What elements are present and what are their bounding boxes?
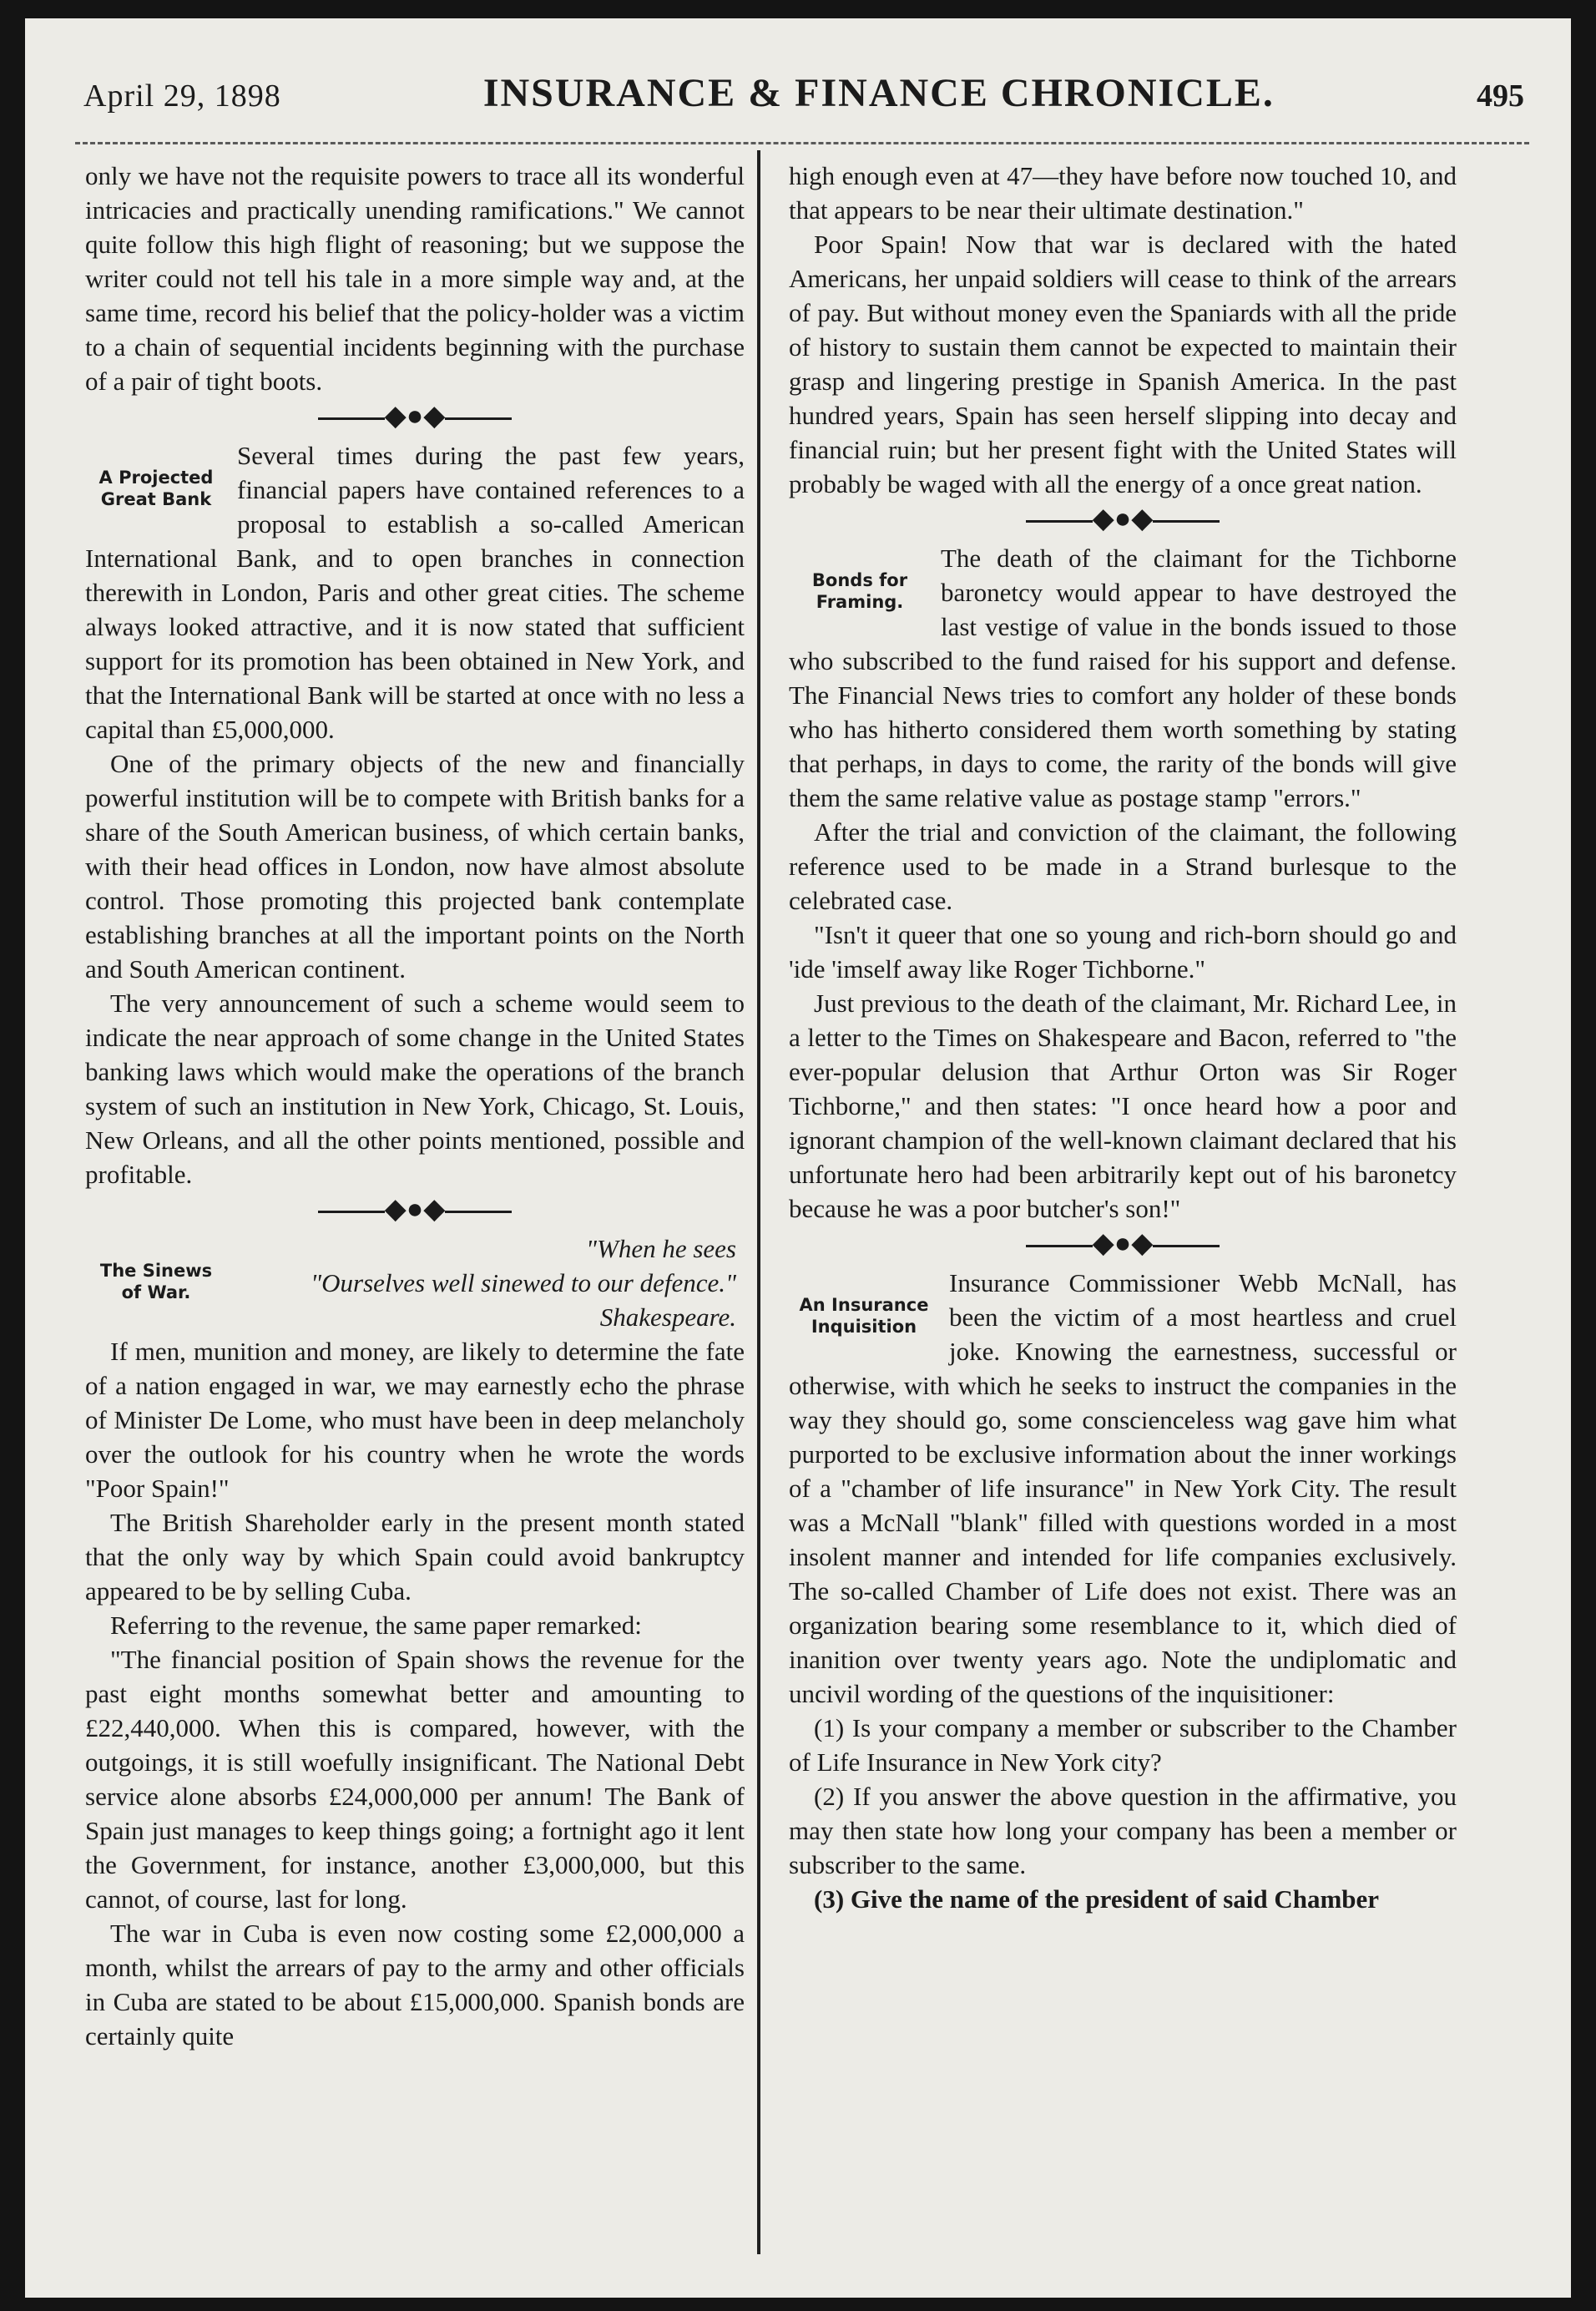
section-ornament: ◆●◆ (85, 1193, 745, 1226)
section-ornament: ◆●◆ (789, 503, 1457, 536)
question-item: (2) If you answer the above question in the affirmative, you may then state how long your company has been a member or subscriber to the same. (789, 1782, 1457, 1879)
article-paragraph: Just previous to the death of the claimant, Mr. Richard Lee, in a letter to the Times on Shakespeare and Bacon, referred to "the ever-popular delusion that Arthur Orton was Sir Roger Tichborne," and then states: "I once heard how a poor and ignorant champion of the well-known claimant declared that his unfortunate hero had been arbitrarily kept out of his baronetcy because he was a poor butcher's son!" (789, 989, 1457, 1223)
continued-paragraph: only we have not the requisite powers to trace all its wonderful intricacies and practically unending ramifications." We cannot quite follow this high flight of reasoning; but we suppose the writer could not tell his tale in a more simple way and, at the same time, record his belief that the policy-holder was a victim to a chain of sequential incidents beginning with the purchase of a pair of tight boots. (85, 161, 745, 396)
section-head-bonds-for-framing: Bonds for Framing. (811, 570, 908, 612)
publication-title: INSURANCE & FINANCE CHRONICLE. (482, 71, 1275, 115)
article-paragraph: Several times during the past few years, financial papers have contained references to a proposal to establish a so-called American International Bank, and to open branches in connection therewith in London, Paris and other great cities. The scheme always looked attractive, and it is now stated that sufficient support for its promotion has been obtained in New York, and that the International Bank will be started at once with no less a capital than £5,000,000. (85, 441, 745, 744)
column-divider (757, 150, 760, 2254)
question-item: (1) Is your company a member or subscriber to the Chamber of Life Insurance in New York city? (789, 1713, 1457, 1777)
article-paragraph: Referring to the revenue, the same paper remarked: (110, 1611, 642, 1640)
section-ornament: ◆●◆ (789, 1227, 1457, 1261)
epigraph-attribution: Shakespeare. (599, 1302, 736, 1332)
article-paragraph: After the trial and conviction of the claimant, the following reference used to be made in a Strand burlesque to the celebrated case. (789, 817, 1457, 915)
header-rule (75, 142, 1529, 144)
article-paragraph: The war in Cuba is even now costing some £2,000,000 a month, whilst the arrears of pay to the army and other officials in Cuba are stated to be about £15,000,000. Spanish bonds are certainly quite (85, 1919, 745, 2051)
epigraph-line: "Ourselves well sinewed to our defence." (311, 1268, 736, 1297)
article-paragraph: Poor Spain! Now that war is declared with the hated Americans, her unpaid soldiers will cease to think of the arrears of pay. But without money even the Spaniards with all the pride of history to sustain them cannot be expected to maintain their grasp and lingering prestige in Spanish America. In the past hundred years, Spain has seen herself slipping into decay and financial ruin; but her present fight with the United States will probably be waged with all the energy of a once great nation. (789, 230, 1457, 498)
section-ornament: ◆●◆ (85, 400, 745, 433)
page-header (83, 70, 1524, 145)
continued-paragraph: high enough even at 47—they have before now touched 10, and that appears to be near their ultimate destination." (789, 161, 1457, 225)
page-number: 495 (1476, 78, 1524, 114)
article-paragraph: The very announcement of such a scheme would seem to indicate the near approach of some change in the United States banking laws which would make the operations of the branch system of such an institution in New York, Chicago, St. Louis, New Orleans, and all the other points mentioned, possible and profitable. (85, 989, 745, 1189)
newspaper-page (25, 18, 1571, 2298)
question-item: (3) Give the name of the president of said Chamber (814, 1884, 1380, 1914)
section-head-projected-bank: A Projected Great Bank (98, 468, 214, 509)
section-head-insurance-inquisition: An Insurance Inquisition (799, 1295, 929, 1337)
article-paragraph: "The financial position of Spain shows the revenue for the past eight months somewhat better and amounting to £22,440,000. When this is compared, however, with the outgoings, it is still woefully insignificant. The National Debt service alone absorbs £24,000,000 per annum! The Bank of Spain just manages to keep things going; a fortnight ago it lent the Government, for instance, another £3,000,000, but this cannot, of course, last for long. (85, 1645, 745, 1914)
section-head-sinews-of-war: The Sinews of War. (99, 1261, 213, 1302)
left-column (85, 159, 745, 2264)
issue-date: April 29, 1898 (83, 78, 281, 114)
article-paragraph: If men, munition and money, are likely to determine the fate of a nation engaged in war, we may earnestly echo the phrase of Minister De Lome, who must have been in deep melancholy over the outlook for his country when he wrote the words "Poor Spain!" (85, 1337, 745, 1503)
article-paragraph: "Isn't it queer that one so young and rich-born should go and 'ide 'imself away like Roger Tichborne." (789, 920, 1457, 984)
article-paragraph: The death of the claimant for the Tichborne baronetcy would appear to have destroyed the last vestige of value in the bonds issued to those who subscribed to the fund raised for his support and defense. The Financial News tries to comfort any holder of these bonds who has hitherto considered them worth something by stating that perhaps, in days to come, the rarity of the bonds will give them the same relative value as postage stamp "errors." (789, 544, 1457, 812)
article-paragraph: One of the primary objects of the new and financially powerful institution will be to compete with British banks for a share of the South American business, of which certain banks, with their head offices in London, now have almost absolute control. Those promoting this projected bank contemplate establishing branches at all the important points on the North and South American continent. (85, 749, 745, 984)
epigraph-line: "When he sees (585, 1234, 736, 1263)
right-column (789, 159, 1457, 2264)
article-paragraph: Insurance Commissioner Webb McNall, has been the victim of a most heartless and cruel joke. Knowing the earnestness, successful or otherwise, with which he seeks to instruct the companies in the way they should go, some conscienceless wag gave him what purported to be exclusive information about the inner workings of a "chamber of life insurance" in New York City. The result was a McNall "blank" filled with questions worded in a most insolent manner and intended for life companies exclusively. The so-called Chamber of Life does not exist. There was an organization bearing some resemblance to it, which died of inanition over twenty years ago. Note the undiplomatic and uncivil wording of the questions of the inquisitioner: (789, 1268, 1457, 1708)
article-paragraph: The British Shareholder early in the present month stated that the only way by which Spain could avoid bankruptcy appeared to be by selling Cuba. (85, 1508, 745, 1606)
